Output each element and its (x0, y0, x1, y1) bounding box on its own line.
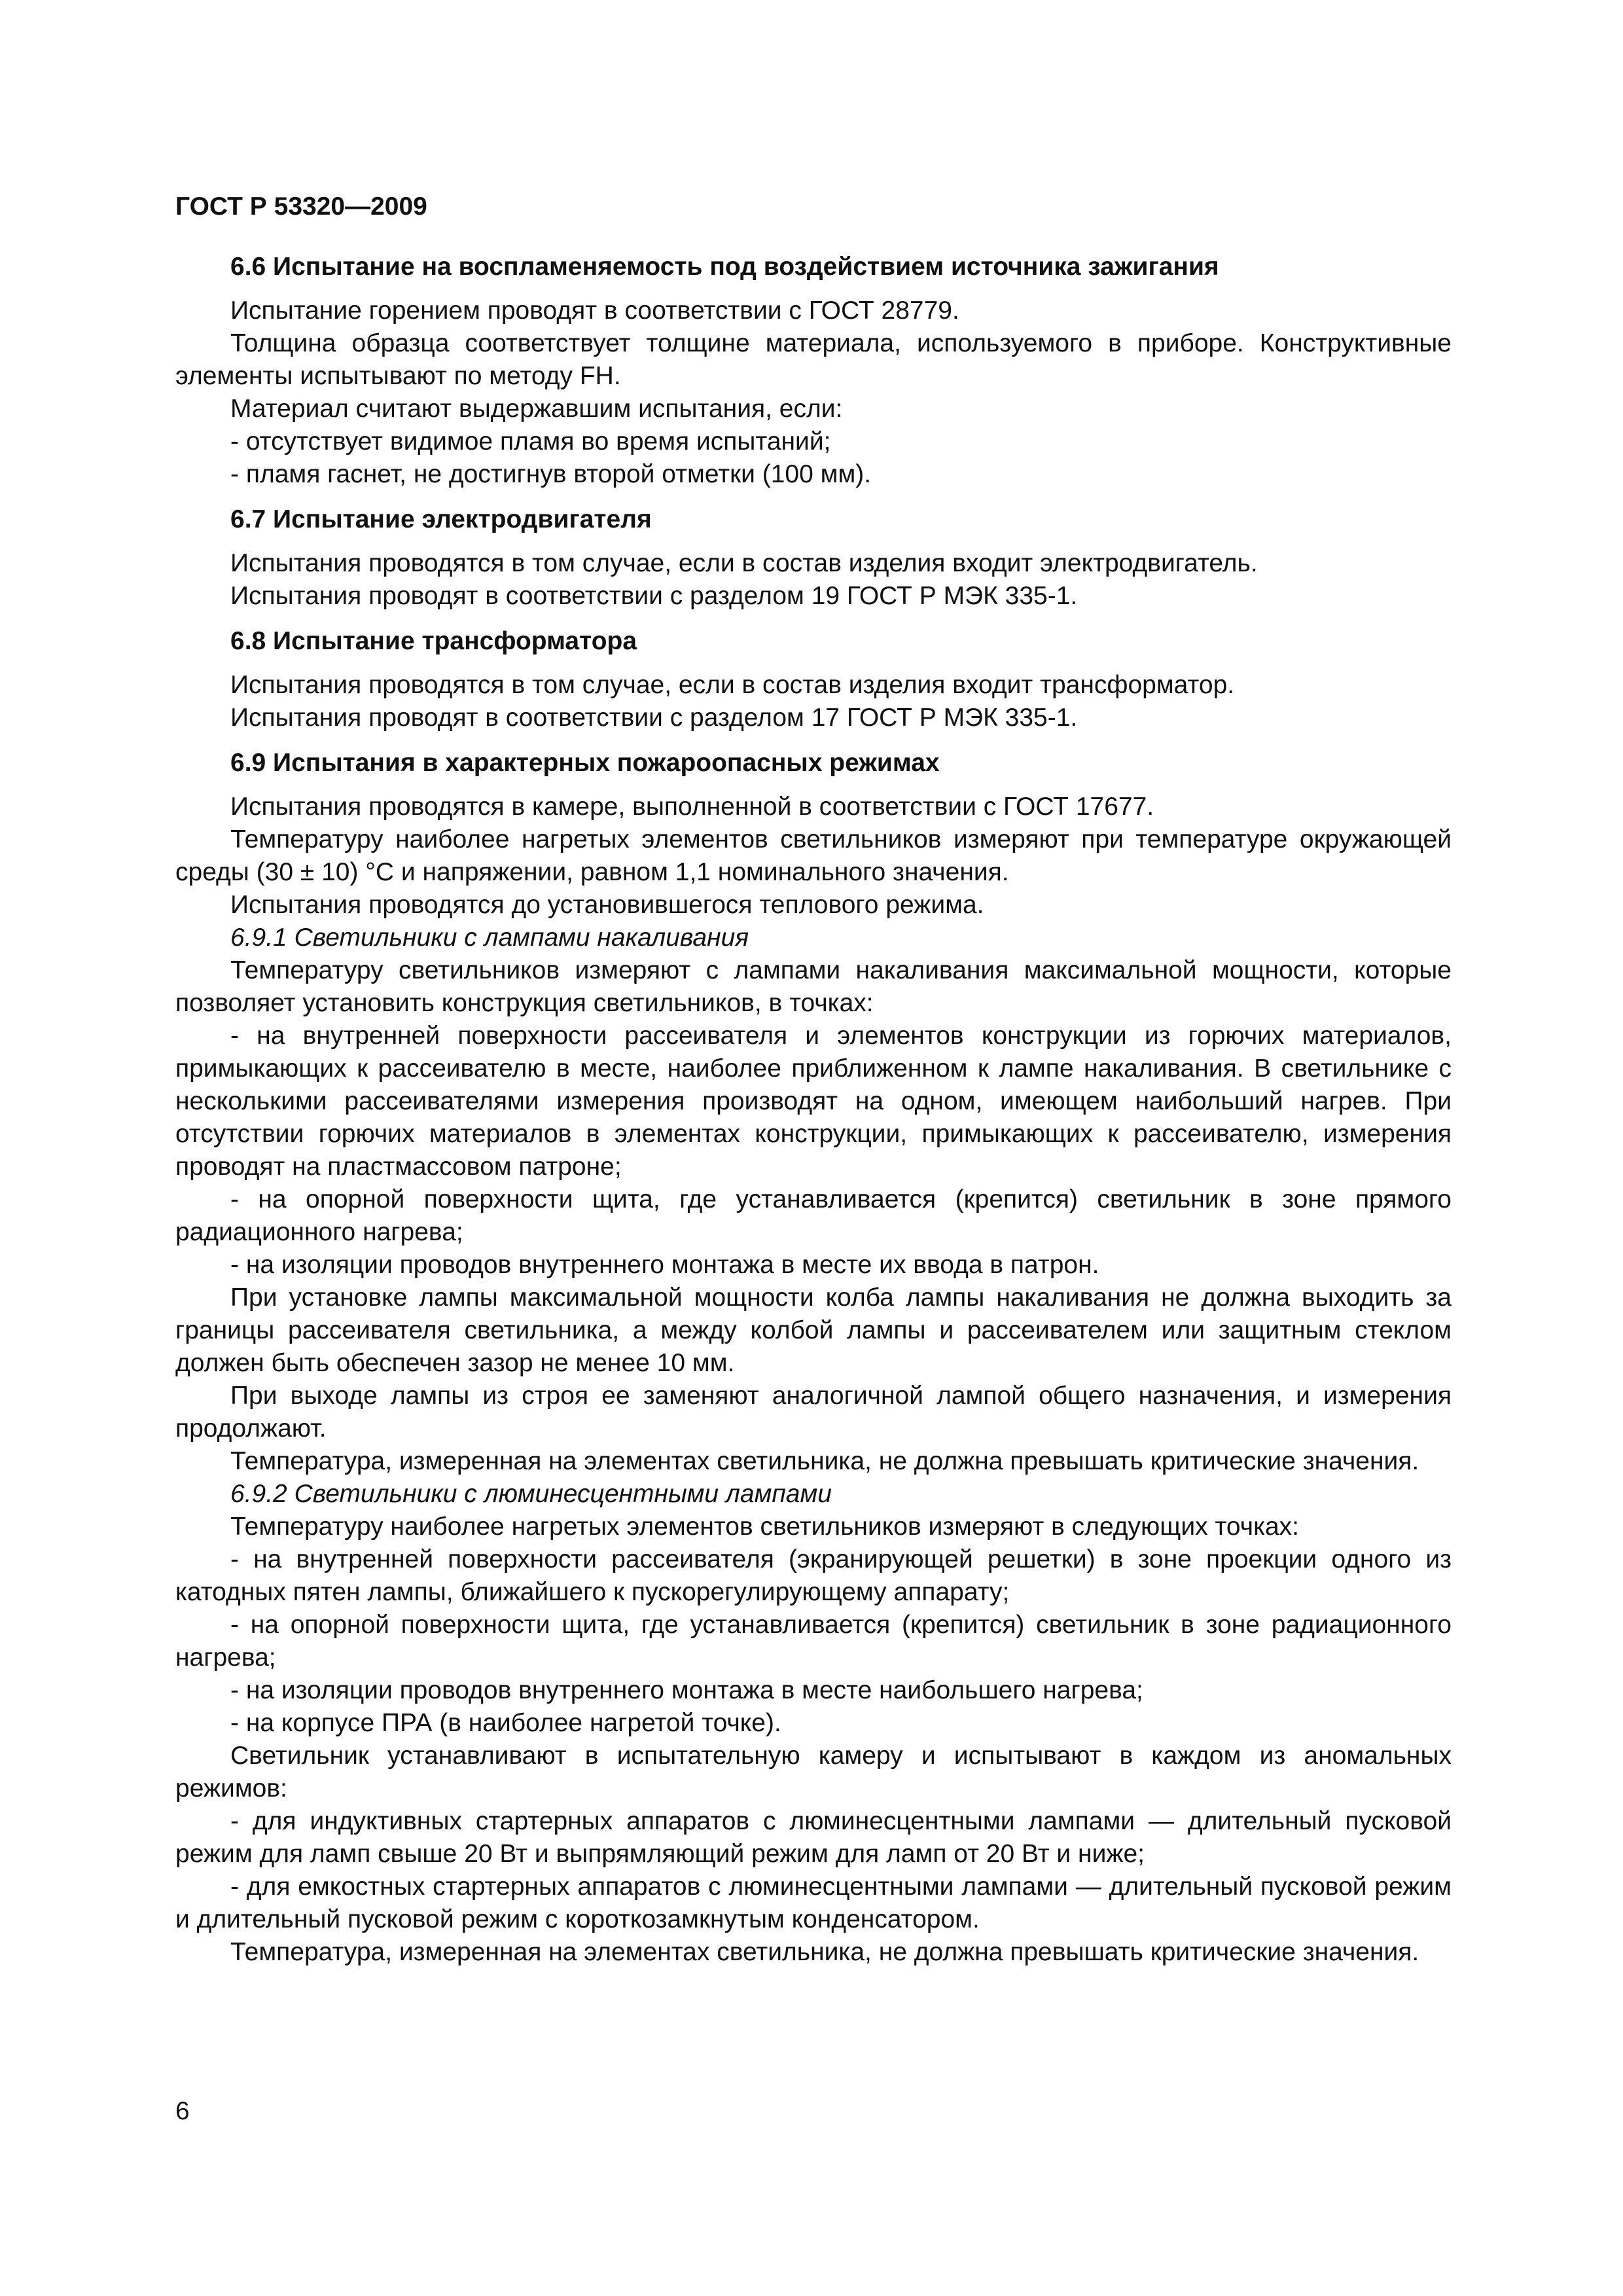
paragraph: Испытание горением проводят в соответствии с ГОСТ 28779. (230, 296, 959, 325)
list-item: - на изоляции проводов внутреннего монтажа в месте их ввода в патрон. (230, 1251, 1099, 1279)
paragraph: Материал считают выдержавшим испытания, если: (230, 395, 843, 423)
list-item: - для емкостных стартерных аппаратов с люминесцентными лампами — длительный пусковой режим и длительный пусковой режим с короткозамкнутым конденсатором. (175, 1873, 1452, 1933)
section-6-7 (175, 504, 1452, 613)
section-heading: 6.9 Испытания в характерных пожароопасных режимах (230, 749, 940, 777)
section-heading: 6.6 Испытание на воспламеняемость под воздействием источника зажигания (230, 253, 1219, 281)
subsection-6-9-2 (175, 1478, 1452, 1969)
list-item: - на корпусе ПРА (в наиболее нагретой точке). (230, 1709, 781, 1737)
subsection-heading: 6.9.2 Светильники с люминесцентными лампами (230, 1480, 832, 1508)
page-number: 6 (175, 2097, 190, 2125)
paragraph: Испытания проводятся до установившегося теплового режима. (230, 891, 984, 919)
paragraph: Испытания проводят в соответствии с разделом 19 ГОСТ Р МЭК 335-1. (230, 582, 1078, 610)
paragraph: Светильник устанавливают в испытательную камеру и испытывают в каждом из аномальных режимов: (175, 1742, 1452, 1803)
paragraph: Температура, измеренная на элементах светильника, не должна превышать критические значения. (230, 1938, 1419, 1966)
document-id: ГОСТ Р 53320—2009 (175, 192, 427, 221)
paragraph: Испытания проводят в соответствии с разделом 17 ГОСТ Р МЭК 335-1. (230, 704, 1078, 732)
section-heading: 6.8 Испытание трансформатора (230, 627, 637, 655)
list-item: - пламя гаснет, не достигнув второй отметки (100 мм). (230, 460, 872, 488)
paragraph: Испытания проводятся в камере, выполненной в соответствии с ГОСТ 17677. (230, 793, 1154, 821)
list-item: - на внутренней поверхности рассеивателя (экранирующей решетки) в зоне проекции одного из катодных пятен лампы, ближайшего к пускорегулирующему аппарату; (175, 1545, 1452, 1606)
document-page (175, 191, 1452, 1969)
paragraph: Толщина образца соответствует толщине материала, используемого в приборе. Конструктивные элементы испытывают по методу FH. (175, 329, 1452, 390)
paragraph: Температуру светильников измеряют с лампами накаливания максимальной мощности, которые позволяет установить конструкция светильников, в точках: (175, 956, 1452, 1017)
section-heading: 6.7 Испытание электродвигателя (230, 505, 652, 533)
paragraph: Температуру наиболее нагретых элементов светильников измеряют в следующих точках: (230, 1513, 1300, 1541)
paragraph: Температура, измеренная на элементах светильника, не должна превышать критические значения. (230, 1447, 1419, 1475)
paragraph: При установке лампы максимальной мощности колба лампы накаливания не должна выходить за границы рассеивателя светильника, а между колбой лампы и рассеивателем или защитным стеклом должен быть обеспечен зазор не менее 10 мм. (175, 1283, 1452, 1377)
list-item: - на опорной поверхности щита, где устанавливается (крепится) светильник в зоне радиационного нагрева; (175, 1611, 1452, 1672)
subsection-6-9-1 (175, 922, 1452, 1478)
section-6-8 (175, 626, 1452, 734)
list-item: - отсутствует видимое пламя во время испытаний; (230, 427, 831, 456)
list-item: - на изоляции проводов внутреннего монтажа в месте наибольшего нагрева; (230, 1676, 1143, 1704)
paragraph: При выходе лампы из строя ее заменяют аналогичной лампой общего назначения, и измерения продолжают. (175, 1382, 1452, 1443)
section-6-9 (175, 747, 1452, 922)
subsection-heading: 6.9.1 Светильники с лампами накаливания (230, 924, 749, 952)
paragraph: Температуру наиболее нагретых элементов светильников измеряют при температуре окружающей среды (30 ± 10) °С и напряжении, равном 1,1 номинального значения. (175, 825, 1452, 886)
list-item: - на опорной поверхности щита, где устанавливается (крепится) светильник в зоне прямого радиационного нагрева; (175, 1185, 1452, 1246)
list-item: - на внутренней поверхности рассеивателя и элементов конструкции из горючих материалов, примыкающих к рассеивателю в месте, наиболее приближенном к лампе накаливания. В светильнике с несколькими рассеивателями измерения производят на одном, имеющем наибольший нагрев. При отсутствии горючих материалов в элементах конструкции, примыкающих к рассеивателю, измерения проводят на пластмассовом патроне; (175, 1022, 1452, 1181)
paragraph: Испытания проводятся в том случае, если в состав изделия входит трансформатор. (230, 671, 1235, 699)
list-item: - для индуктивных стартерных аппаратов с люминесцентными лампами — длительный пусковой режим для ламп свыше 20 Вт и выпрямляющий режим для ламп от 20 Вт и ниже; (175, 1807, 1452, 1868)
paragraph: Испытания проводятся в том случае, если в состав изделия входит электродвигатель. (230, 549, 1258, 577)
section-6-6 (175, 251, 1452, 491)
